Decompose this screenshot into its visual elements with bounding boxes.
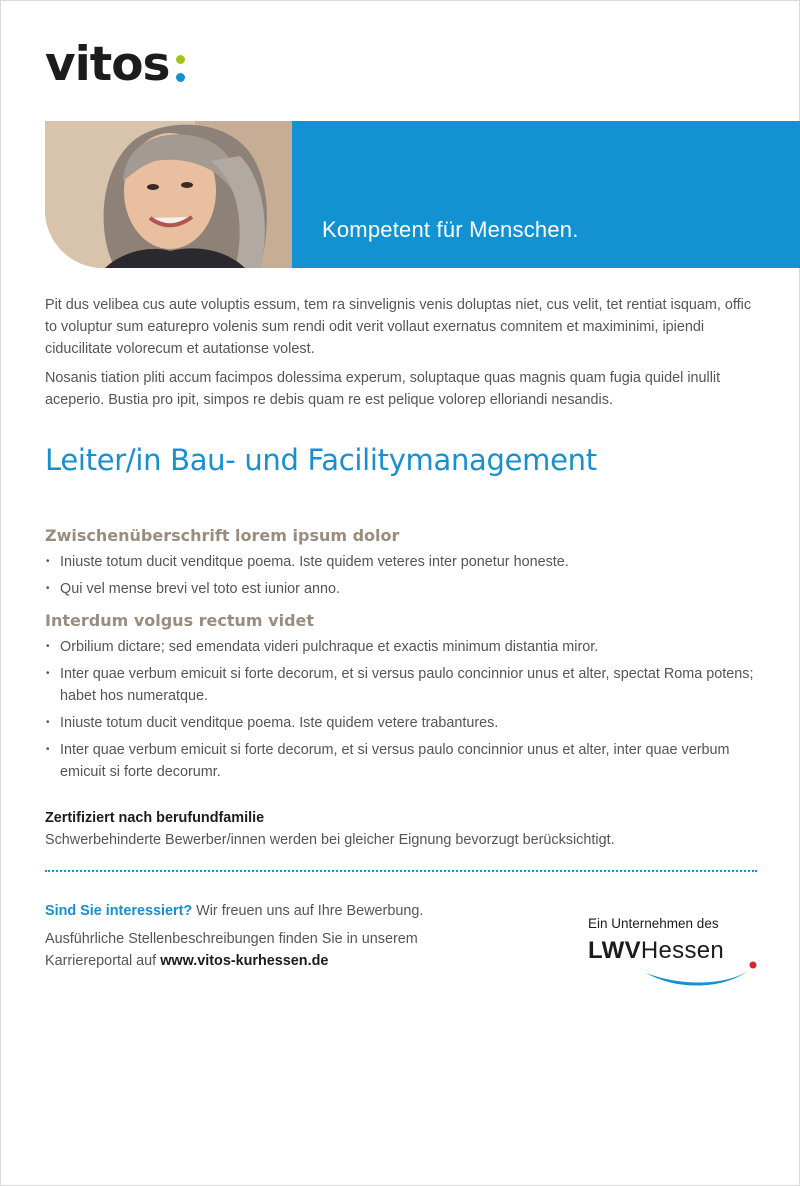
tagline: Kompetent für Menschen. — [322, 217, 579, 242]
contact-line — [45, 900, 515, 922]
section-heading: Zwischenüberschrift lorem ipsum dolor — [45, 526, 400, 545]
contact-line — [45, 928, 515, 972]
list-item: • Inter quae verbum emicuit si forte decorum, et si versus paulo concinnior unus et alter, inter quae verbum emicuit si forte decorumr. — [45, 739, 757, 783]
header-banner — [45, 121, 800, 268]
section-offer — [45, 611, 757, 788]
lwv-rest: Hessen — [640, 937, 725, 964]
lwv-mark — [588, 937, 768, 999]
certification-text: Schwerbehinderte Bewerber/innen werden bei gleicher Eignung bevorzugt berücksichtigt. — [45, 832, 615, 848]
lwv-bold: LWV — [588, 937, 641, 964]
certification-heading: Zertifiziert nach berufundfamilie — [45, 810, 265, 826]
bullet-list — [45, 636, 757, 783]
intro-paragraph: Pit dus velibea cus aute voluptis essum, tem ra sinvelignis venis doluptas niet, cus velit, tet rentiat isquam, offic to voluptur sum eaturepro volenis sum rendi odit verit vollaut exernatus comnitem et maximinimi, ipiendi ciducilitate volorecum et autationse volest. — [45, 297, 752, 357]
contact-block — [45, 900, 515, 978]
intro-text — [45, 294, 757, 418]
lwv-hessen-logo — [588, 916, 768, 999]
logo-dot-blue — [176, 73, 185, 82]
logo-colon-icon — [176, 55, 185, 82]
lwv-caption: Ein Unternehmen des — [588, 916, 719, 931]
career-portal-link[interactable]: www.vitos-kurhessen.de — [160, 953, 329, 969]
portrait-photo — [45, 121, 292, 268]
bullet-list — [45, 551, 757, 600]
section-heading: Interdum volgus rectum videt — [45, 611, 315, 630]
tagline-panel — [292, 121, 800, 268]
logo-wordmark: vitos — [45, 37, 170, 92]
list-item: • Iniuste totum ducit venditque poema. Iste quidem veteres inter ponetur honeste. — [45, 551, 757, 573]
vitos-logo — [45, 37, 185, 92]
list-item: • Inter quae verbum emicuit si forte decorum, et si versus paulo concinnior unus et alter, spectat Roma potens; habet hos numeratque. — [45, 663, 757, 707]
contact-line3-prefix: Karriereportal auf — [45, 953, 161, 969]
logo-dot-green — [176, 55, 185, 64]
list-item: • Orbilium dictare; sed emendata videri pulchraque et exactis minimum distantia miror. — [45, 636, 757, 658]
contact-line2: Ausführliche Stellenbeschreibungen finden Sie in unserem — [45, 931, 418, 947]
list-item: • Iniuste totum ducit venditque poema. Iste quidem vetere trabantures. — [45, 712, 757, 734]
dotted-divider — [45, 870, 757, 872]
intro-paragraph: Nosanis tiation pliti accum facimpos dolessima experum, soluptaque quas magnis quam fugia quidel inullit aceperio. Bustia pro ipit, simpos re debis quam re est pelique volorep elloriandi nesandis. — [45, 370, 721, 408]
contact-question-rest: Wir freuen uns auf Ihre Bewerbung. — [192, 903, 424, 919]
section-requirements — [45, 526, 757, 605]
contact-question: Sind Sie interessiert? — [45, 903, 193, 919]
list-item: • Qui vel mense brevi vel toto est iunior anno. — [45, 578, 757, 600]
lwv-swoosh-icon — [588, 955, 768, 999]
job-title: Leiter/in Bau- und Facilitymanagement — [45, 443, 597, 477]
certification-block — [45, 807, 757, 851]
